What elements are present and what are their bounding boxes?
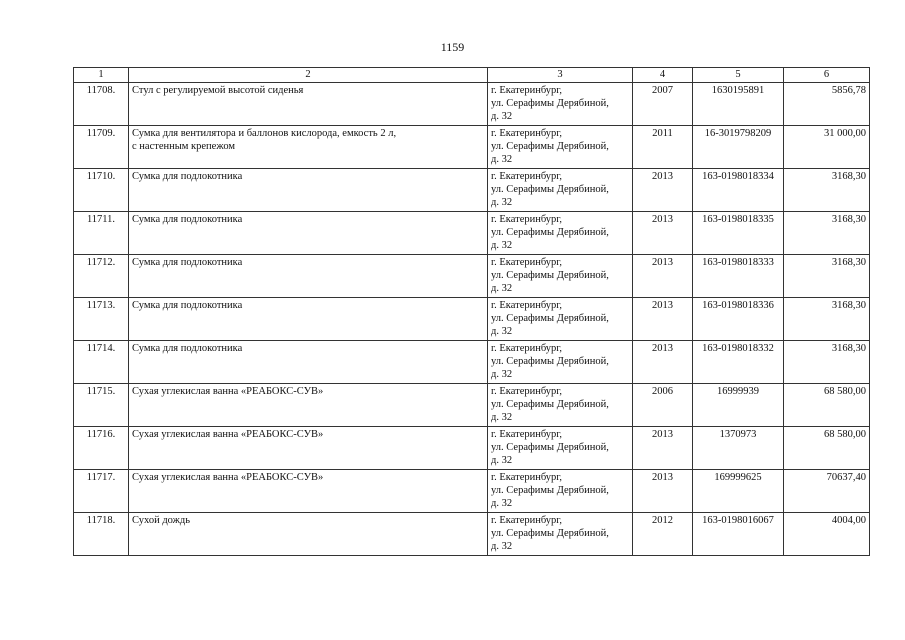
- address-cell: [488, 341, 633, 384]
- address-cell: [488, 255, 633, 298]
- row-number: 11715.: [74, 384, 129, 427]
- item-name-cell: [129, 255, 488, 298]
- item-name-line: Сухая углекислая ванна «РЕАБОКС-СУВ»: [132, 429, 324, 440]
- address-line: г. Екатеринбург,: [491, 85, 563, 96]
- cost-cell: 3168,30: [784, 212, 870, 255]
- row-number: 11716.: [74, 427, 129, 470]
- address-line: д. 32: [491, 326, 513, 337]
- cost-cell: 3168,30: [784, 169, 870, 212]
- item-name-line: Сумка для подлокотника: [132, 257, 243, 268]
- inventory-number-cell: 169999625: [693, 470, 784, 513]
- cost-cell: 68 580,00: [784, 427, 870, 470]
- address-line: ул. Серафимы Дерябиной,: [491, 356, 609, 367]
- table-row: [74, 169, 870, 212]
- column-header-6: 6: [784, 68, 870, 83]
- address-line: г. Екатеринбург,: [491, 214, 563, 225]
- row-number: 11709.: [74, 126, 129, 169]
- item-name-cell: [129, 427, 488, 470]
- inventory-number-cell: 163-0198016067: [693, 513, 784, 556]
- table-row: [74, 470, 870, 513]
- address-line: ул. Серафимы Дерябиной,: [491, 141, 609, 152]
- address-line: г. Екатеринбург,: [491, 257, 563, 268]
- registry-table: [73, 67, 870, 556]
- address-line: г. Екатеринбург,: [491, 515, 563, 526]
- address-line: г. Екатеринбург,: [491, 343, 563, 354]
- cost-cell: 3168,30: [784, 341, 870, 384]
- inventory-number-cell: 163-0198018334: [693, 169, 784, 212]
- inventory-number-cell: 1370973: [693, 427, 784, 470]
- address-line: д. 32: [491, 240, 513, 251]
- inventory-number-cell: 163-0198018333: [693, 255, 784, 298]
- item-name-cell: [129, 384, 488, 427]
- row-number: 11714.: [74, 341, 129, 384]
- address-line: г. Екатеринбург,: [491, 429, 563, 440]
- address-line: д. 32: [491, 455, 513, 466]
- address-line: ул. Серафимы Дерябиной,: [491, 184, 609, 195]
- inventory-number-cell: 163-0198018332: [693, 341, 784, 384]
- item-name-cell: [129, 298, 488, 341]
- item-name-line: Сумка для подлокотника: [132, 300, 243, 311]
- address-line: г. Екатеринбург,: [491, 128, 563, 139]
- column-header-1: 1: [74, 68, 129, 83]
- address-line: г. Екатеринбург,: [491, 300, 563, 311]
- item-name-line: Сухая углекислая ванна «РЕАБОКС-СУВ»: [132, 472, 324, 483]
- item-name-line: Сухой дождь: [132, 515, 191, 526]
- item-name-cell: [129, 126, 488, 169]
- item-name-cell: [129, 169, 488, 212]
- year-cell: 2011: [633, 126, 693, 169]
- address-cell: [488, 126, 633, 169]
- item-name-cell: [129, 212, 488, 255]
- address-line: ул. Серафимы Дерябиной,: [491, 485, 609, 496]
- year-cell: 2007: [633, 83, 693, 126]
- year-cell: 2013: [633, 298, 693, 341]
- column-header-5: 5: [693, 68, 784, 83]
- item-name-line: Сумка для подлокотника: [132, 171, 243, 182]
- item-name-cell: [129, 513, 488, 556]
- item-name-line: Сумка для подлокотника: [132, 214, 243, 225]
- address-cell: [488, 169, 633, 212]
- address-line: д. 32: [491, 541, 513, 552]
- address-line: д. 32: [491, 197, 513, 208]
- address-cell: [488, 384, 633, 427]
- row-number: 11718.: [74, 513, 129, 556]
- inventory-number-cell: 163-0198018335: [693, 212, 784, 255]
- address-cell: [488, 513, 633, 556]
- address-cell: [488, 212, 633, 255]
- cost-cell: 3168,30: [784, 255, 870, 298]
- table-row: [74, 126, 870, 169]
- address-line: ул. Серафимы Дерябиной,: [491, 313, 609, 324]
- address-line: д. 32: [491, 498, 513, 509]
- address-cell: [488, 298, 633, 341]
- address-line: ул. Серафимы Дерябиной,: [491, 399, 609, 410]
- year-cell: 2013: [633, 427, 693, 470]
- row-number: 11708.: [74, 83, 129, 126]
- address-line: г. Екатеринбург,: [491, 472, 563, 483]
- inventory-number-cell: 16999939: [693, 384, 784, 427]
- column-header-3: 3: [488, 68, 633, 83]
- table-row: [74, 384, 870, 427]
- column-header-2: 2: [129, 68, 488, 83]
- inventory-number-cell: 1630195891: [693, 83, 784, 126]
- row-number: 11713.: [74, 298, 129, 341]
- item-name-line: Сумка для подлокотника: [132, 343, 243, 354]
- address-line: д. 32: [491, 369, 513, 380]
- address-cell: [488, 470, 633, 513]
- address-line: д. 32: [491, 283, 513, 294]
- item-name-line: Сумка для вентилятора и баллонов кислорода, емкость 2 л,: [132, 128, 397, 139]
- year-cell: 2012: [633, 513, 693, 556]
- address-line: ул. Серафимы Дерябиной,: [491, 270, 609, 281]
- page-number: 1159: [440, 40, 465, 54]
- table-row: [74, 513, 870, 556]
- item-name-cell: [129, 83, 488, 126]
- column-header-4: 4: [633, 68, 693, 83]
- item-name-line: с настенным крепежом: [132, 141, 236, 152]
- table-row: [74, 83, 870, 126]
- inventory-number-cell: 163-0198018336: [693, 298, 784, 341]
- year-cell: 2013: [633, 470, 693, 513]
- year-cell: 2013: [633, 212, 693, 255]
- table-row: [74, 255, 870, 298]
- row-number: 11717.: [74, 470, 129, 513]
- address-line: д. 32: [491, 412, 513, 423]
- item-name-line: Стул с регулируемой высотой сиденья: [132, 85, 304, 96]
- address-line: д. 32: [491, 111, 513, 122]
- table-row: [74, 212, 870, 255]
- cost-cell: 68 580,00: [784, 384, 870, 427]
- row-number: 11710.: [74, 169, 129, 212]
- address-cell: [488, 83, 633, 126]
- address-line: ул. Серафимы Дерябиной,: [491, 227, 609, 238]
- table-row: [74, 427, 870, 470]
- cost-cell: 5856,78: [784, 83, 870, 126]
- address-line: г. Екатеринбург,: [491, 386, 563, 397]
- item-name-cell: [129, 470, 488, 513]
- address-line: ул. Серафимы Дерябиной,: [491, 442, 609, 453]
- cost-cell: 4004,00: [784, 513, 870, 556]
- row-number: 11711.: [74, 212, 129, 255]
- item-name-cell: [129, 341, 488, 384]
- year-cell: 2013: [633, 255, 693, 298]
- inventory-number-cell: 16-3019798209: [693, 126, 784, 169]
- table-row: [74, 341, 870, 384]
- address-line: г. Екатеринбург,: [491, 171, 563, 182]
- cost-cell: 31 000,00: [784, 126, 870, 169]
- year-cell: 2013: [633, 169, 693, 212]
- table-row: [74, 298, 870, 341]
- row-number: 11712.: [74, 255, 129, 298]
- cost-cell: 70637,40: [784, 470, 870, 513]
- cost-cell: 3168,30: [784, 298, 870, 341]
- address-cell: [488, 427, 633, 470]
- header-row: [74, 68, 870, 83]
- address-line: д. 32: [491, 154, 513, 165]
- year-cell: 2006: [633, 384, 693, 427]
- year-cell: 2013: [633, 341, 693, 384]
- address-line: ул. Серафимы Дерябиной,: [491, 528, 609, 539]
- table-body: [74, 83, 870, 556]
- item-name-line: Сухая углекислая ванна «РЕАБОКС-СУВ»: [132, 386, 324, 397]
- address-line: ул. Серафимы Дерябиной,: [491, 98, 609, 109]
